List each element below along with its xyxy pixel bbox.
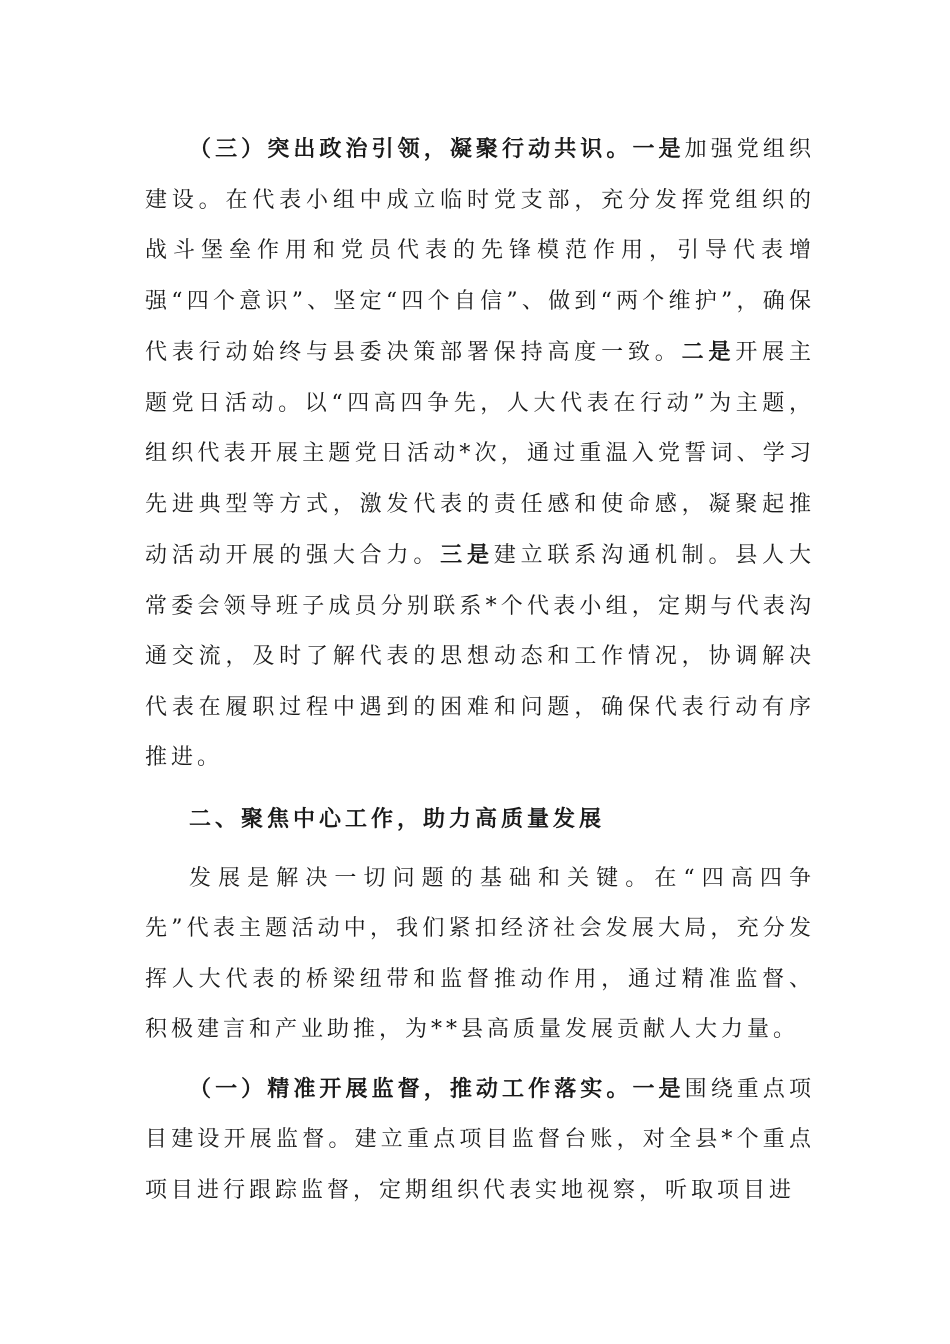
section-3-lead: （三）突出政治引领，凝聚行动共识。	[189, 136, 633, 162]
section-1-paragraph	[145, 1064, 815, 1217]
part-2-intro-paragraph: 发展是解决一切问题的基础和关键。在“四高四争先”代表主题活动中，我们紧扣经济社会发展大局，充分发挥人大代表的桥梁纽带和监督推动作用，通过精准监督、积极建言和产业助推，为**县高质量发展贡献人大力量。	[145, 865, 815, 1042]
point-three-label: 三是	[440, 542, 494, 568]
section-1-point-one-text: 围绕重点项目建设开展监督。建立重点项目监督台账，对全县*个重点项目进行跟踪监督，定期组织代表实地视察，听取项目进	[145, 1076, 815, 1203]
section-1-lead: （一）精准开展监督，推动工作落实。	[189, 1075, 633, 1102]
part-2-heading: 二、聚焦中心工作，助力高质量发展	[189, 805, 606, 832]
document-page	[145, 124, 815, 1216]
point-two-text: 开展主题党日活动。以“四高四争先，人大代表在行动”为主题，组织代表开展主题党日活动*次，通过重温入党誓词、学习先进典型等方式，激发代表的责任感和使命感，凝聚起推动活动开展的强大合力。	[145, 340, 815, 568]
section-3-paragraph	[145, 124, 815, 784]
point-one-label: 一是	[632, 136, 685, 162]
spacer	[145, 846, 815, 854]
section-1-point-one-label: 一是	[632, 1075, 685, 1102]
point-two-label: 二是	[681, 339, 736, 365]
spacer	[145, 1056, 815, 1064]
point-one-text: 加强党组织建设。在代表小组中成立临时党支部，充分发挥党组织的战斗堡垒作用和党员代表的先锋模范作用，引导代表增强“四个意识”、坚定“四个自信”、做到“两个维护”，确保代表行动始终与县委决策部署保持高度一致。	[145, 137, 815, 365]
point-three-text: 建立联系沟通机制。县人大常委会领导班子成员分别联系*个代表小组，定期与代表沟通交流，及时了解代表的思想动态和工作情况，协调解决代表在履职过程中遇到的困难和问题，确保代表行动有序推进。	[145, 543, 815, 770]
spacer	[145, 784, 815, 792]
